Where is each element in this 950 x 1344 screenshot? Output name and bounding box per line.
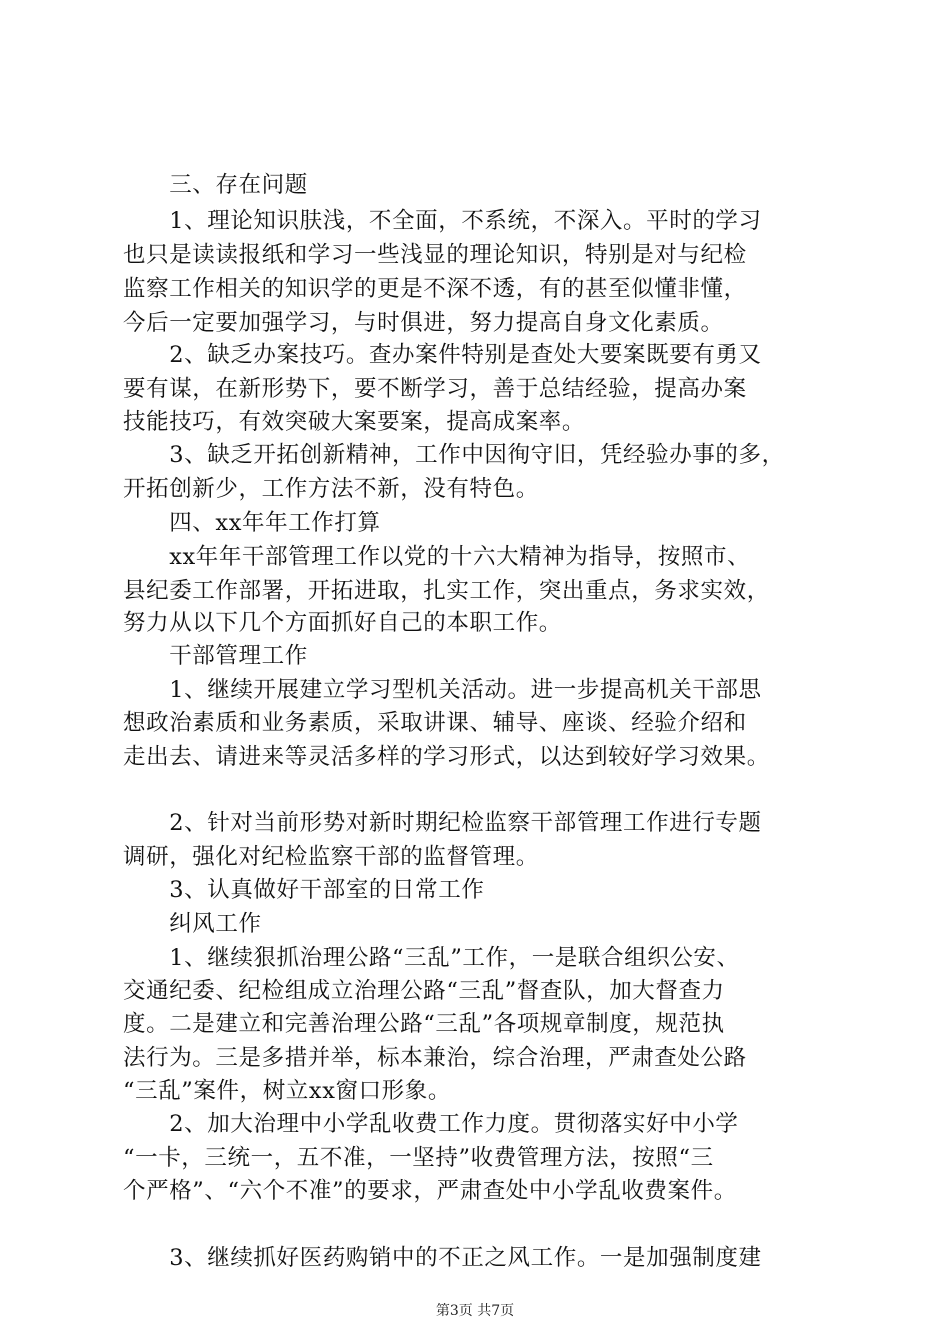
subheading-rectification: 纠风工作 (123, 911, 262, 937)
text-line: 度。二是建立和完善治理公路“三乱”各项规章制度，规范执 (123, 1011, 725, 1037)
text-line: 2、加大治理中小学乱收费工作力度。贯彻落实好中小学 (123, 1111, 739, 1137)
text-line: 也只是读读报纸和学习一些浅显的理论知识，特别是对与纪检 (123, 242, 747, 268)
text-line: 县纪委工作部署，开拓进取，扎实工作，突出重点，务求实效， (123, 578, 770, 604)
text-line: 3、继续抓好医药购销中的不正之风工作。一是加强制度建 (123, 1245, 762, 1271)
text-line: “一卡，三统一，五不准，一坚持”收费管理方法，按照“三 (123, 1145, 714, 1171)
text-line: 1、继续开展建立学习型机关活动。进一步提高机关干部思 (123, 677, 762, 703)
text-line: 交通纪委、纪检组成立治理公路“三乱”督查队，加大督查力 (123, 978, 725, 1004)
text-line: 努力从以下几个方面抓好自己的本职工作。 (123, 610, 562, 636)
text-line: 1、理论知识肤浅，不全面，不系统，不深入。平时的学习 (123, 208, 762, 234)
text-line: 开拓创新少，工作方法不新，没有特色。 (123, 476, 539, 502)
text-line: 3、缺乏开拓创新精神，工作中因徇守旧，凭经验办事的多， (123, 442, 785, 468)
text-line: xx年年干部管理工作以党的十六大精神为指导，按照市、 (123, 544, 751, 570)
text-line: 走出去、请进来等灵活多样的学习形式，以达到较好学习效果。 (123, 744, 770, 770)
text-line: 2、缺乏办案技巧。查办案件特别是查处大要案既要有勇又 (123, 342, 762, 368)
text-line: 今后一定要加强学习，与时俱进，努力提高自身文化素质。 (123, 310, 724, 336)
heading-section-4: 四、xx年年工作打算 (123, 510, 381, 536)
page-number-footer: 第3页 共7页 (435, 1303, 515, 1319)
text-line: 法行为。三是多措并举，标本兼治，综合治理，严肃查处公路 (123, 1045, 747, 1071)
text-line: “三乱”案件，树立xx窗口形象。 (123, 1078, 451, 1104)
text-line: 个严格”、“六个不准”的要求，严肃查处中小学乱收费案件。 (123, 1178, 737, 1204)
text-line: 想政治素质和业务素质，采取讲课、辅导、座谈、经验介绍和 (123, 710, 747, 736)
text-line: 2、针对当前形势对新时期纪检监察干部管理工作进行专题 (123, 810, 762, 836)
text-line: 3、认真做好干部室的日常工作 (123, 877, 485, 903)
text-line: 1、继续狠抓治理公路“三乱”工作，一是联合组织公安、 (123, 945, 740, 971)
text-line: 调研，强化对纪检监察干部的监督管理。 (123, 844, 539, 870)
text-line: 要有谋，在新形势下，要不断学习，善于总结经验，提高办案 (123, 376, 747, 402)
text-line: 技能技巧，有效突破大案要案，提高成案率。 (123, 409, 586, 435)
heading-section-3: 三、存在问题 (123, 172, 308, 198)
subheading-cadre-management: 干部管理工作 (123, 643, 308, 669)
text-line: 监察工作相关的知识学的更是不深不透，有的甚至似懂非懂， (123, 276, 747, 302)
